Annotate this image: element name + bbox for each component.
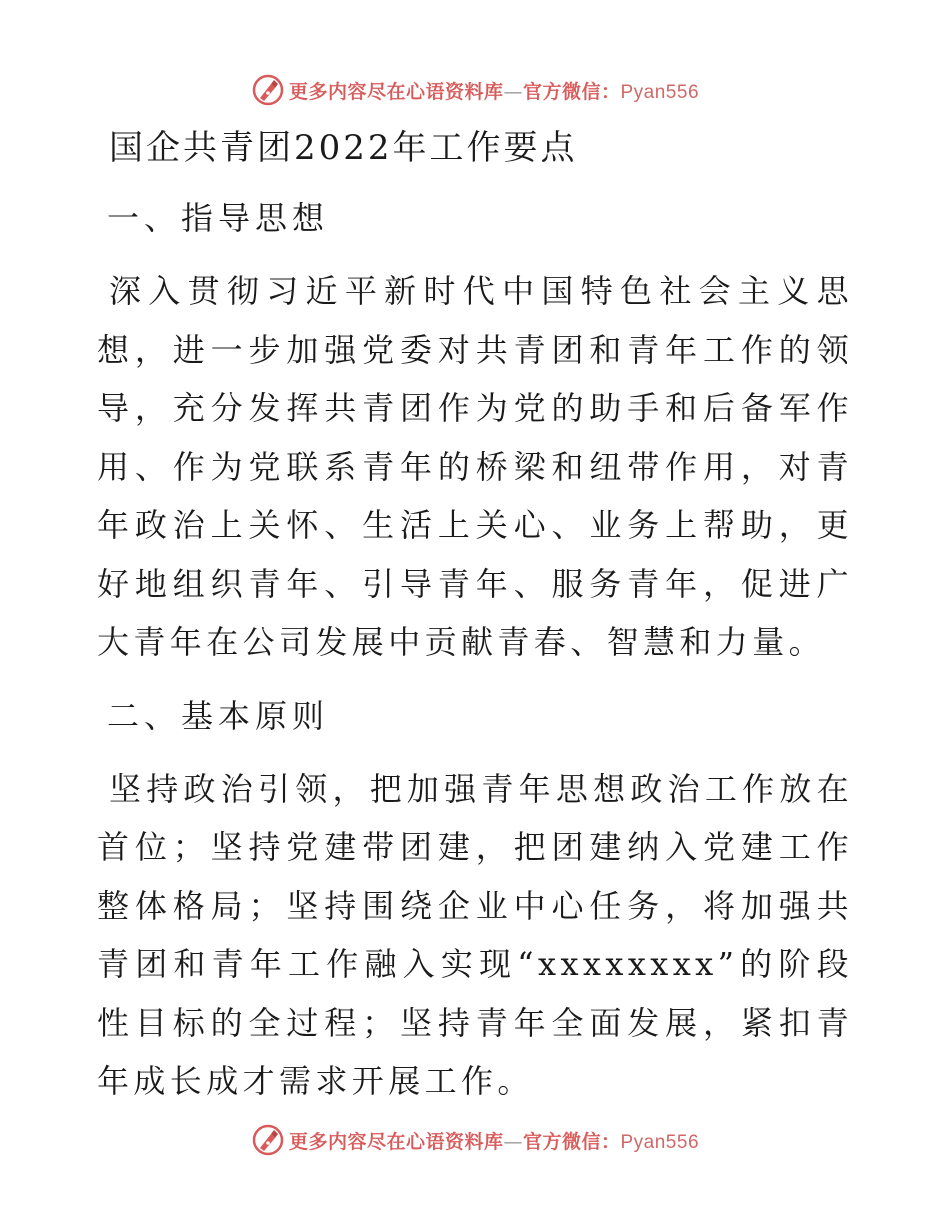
header-watermark bbox=[0, 70, 950, 110]
section-heading-guiding-ideology: 一、指导思想 bbox=[107, 199, 330, 237]
footer-watermark bbox=[0, 1120, 950, 1160]
pen-nib-logo-icon bbox=[251, 1123, 285, 1157]
pen-nib-logo-icon bbox=[251, 73, 285, 107]
watermark-dash: — bbox=[503, 80, 523, 103]
watermark-wechat-id: Pyan556 bbox=[620, 81, 700, 103]
watermark-main-text: 更多内容尽在心语资料库 bbox=[288, 80, 504, 103]
watermark-text bbox=[289, 1127, 699, 1154]
section-body-basic-principles: 坚持政治引领，把加强青年思想政治工作放在首位；坚持党建带团建，把团建纳入党建工作整体格局；坚持围绕企业中心任务，将加强共青团和青年工作融入实现“xxxxxxxx”的阶段性目标的全过程；坚持青年全面发展，紧扣青年成长成才需求开展工作。 bbox=[97, 769, 853, 1100]
watermark-label: 官方微信： bbox=[522, 80, 621, 103]
document-title: 国企共青团2022年工作要点 bbox=[109, 128, 578, 168]
watermark-dash: — bbox=[503, 1130, 523, 1153]
section-heading-basic-principles: 二、基本原则 bbox=[107, 696, 330, 735]
watermark-wechat-id: Pyan556 bbox=[620, 1131, 700, 1153]
document-body bbox=[97, 118, 853, 1125]
section-body-guiding-ideology: 深入贯彻习近平新时代中国特色社会主义思想，进一步加强党委对共青团和青年工作的领导，充分发挥共青团作为党的助手和后备军作用、作为党联系青年的桥梁和纽带作用，对青年政治上关怀、生活上关心、业务上帮助，更好地组织青年、引导青年、服务青年，促进广大青年在公司发展中贡献青春、智慧和力量。 bbox=[97, 272, 853, 661]
watermark-main-text: 更多内容尽在心语资料库 bbox=[288, 1130, 504, 1153]
watermark-text bbox=[289, 77, 699, 104]
watermark-label: 官方微信： bbox=[522, 1130, 621, 1153]
